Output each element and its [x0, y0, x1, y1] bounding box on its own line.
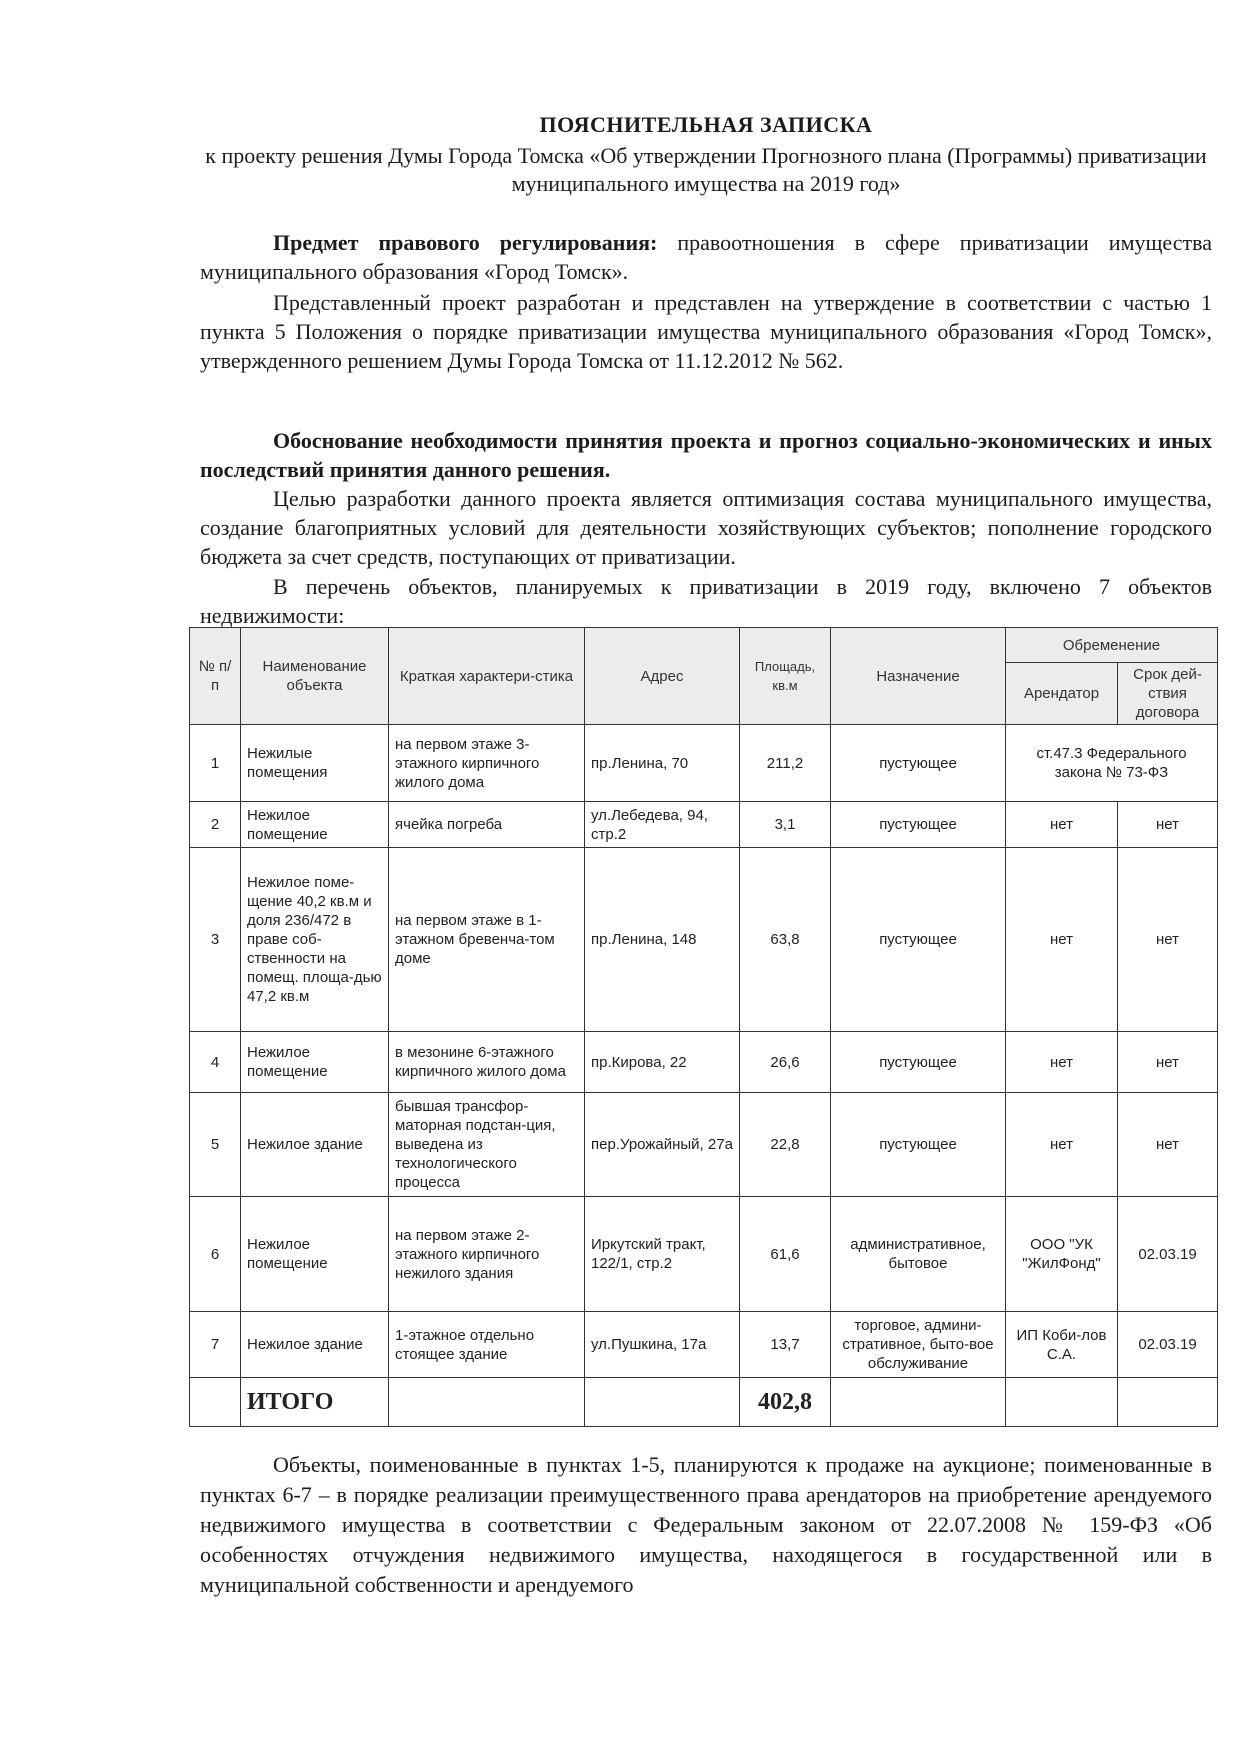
cell-desc: на первом этаже в 1-этажном бревенча-том доме: [389, 848, 585, 1032]
header-desc: Краткая характери-стика: [389, 628, 585, 725]
cell-num: 6: [190, 1197, 241, 1312]
empty-cell: [831, 1378, 1006, 1427]
cell-purpose: пустующее: [831, 848, 1006, 1032]
subject-text: правоотношения в сфере приватизации имущества муниципального образования «Город Томск».: [200, 230, 1212, 284]
table-row: [190, 1312, 1218, 1378]
cell-address: пр.Ленина, 70: [585, 725, 740, 802]
cell-tenant: нет: [1006, 802, 1118, 848]
cell-tenant: ООО "УК "ЖилФонд": [1006, 1197, 1118, 1312]
cell-name: Нежилое поме-щение 40,2 кв.м и доля 236/472 в праве соб-ственности на помещ. площа-дью 47,2 кв.м: [241, 848, 389, 1032]
cell-desc: 1-этажное отдельно стоящее здание: [389, 1312, 585, 1378]
cell-area: 3,1: [740, 802, 831, 848]
cell-term: нет: [1118, 1093, 1218, 1197]
cell-term: 02.03.19: [1118, 1197, 1218, 1312]
subject-heading: Предмет правового регулирования:: [273, 230, 658, 255]
cell-tenant: нет: [1006, 848, 1118, 1032]
cell-area: 211,2: [740, 725, 831, 802]
cell-encumbrance: ст.47.3 Федерального закона № 73-ФЗ: [1006, 725, 1218, 802]
paragraph-subject: [200, 228, 1212, 286]
header-name: Наименование объекта: [241, 628, 389, 725]
cell-num: 3: [190, 848, 241, 1032]
cell-purpose: административное, бытовое: [831, 1197, 1006, 1312]
empty-cell: [389, 1378, 585, 1427]
total-row: [190, 1378, 1218, 1427]
cell-address: пр.Ленина, 148: [585, 848, 740, 1032]
justification-heading-text: Обоснование необходимости принятия проекта и прогноз социально-экономических и иных последствий принятия данного решения.: [200, 428, 1212, 482]
table-row: [190, 1032, 1218, 1093]
cell-name: Нежилое помещение: [241, 1032, 389, 1093]
empty-cell: [1006, 1378, 1118, 1427]
cell-purpose: пустующее: [831, 725, 1006, 802]
cell-name: Нежилое здание: [241, 1312, 389, 1378]
cell-name: Нежилое помещение: [241, 1197, 389, 1312]
total-area: 402,8: [740, 1378, 831, 1427]
cell-area: 13,7: [740, 1312, 831, 1378]
cell-term: нет: [1118, 1032, 1218, 1093]
table-row: [190, 802, 1218, 848]
cell-purpose: пустующее: [831, 802, 1006, 848]
paragraph-sale-method: Объекты, поименованные в пунктах 1-5, планируются к продаже на аукционе; поименованные в пунктах 6-7 – в порядке реализации преимущественного права арендаторов на приобретение арендуемого недвижимого имущества в соответствии с Федеральным законом от 22.07.2008 № 159-ФЗ «Об особенностях отчуждения недвижимого имущества, находящегося в государственной или в муниципальной собственности и арендуемого: [200, 1452, 1212, 1597]
cell-purpose: пустующее: [831, 1032, 1006, 1093]
cell-tenant: нет: [1006, 1032, 1118, 1093]
empty-cell: [585, 1378, 740, 1427]
cell-num: 1: [190, 725, 241, 802]
cell-purpose: торговое, админи-стративное, быто-вое обслуживание: [831, 1312, 1006, 1378]
cell-num: 2: [190, 802, 241, 848]
cell-desc: на первом этаже 2-этажного кирпичного нежилого здания: [389, 1197, 585, 1312]
cell-address: ул.Пушкина, 17а: [585, 1312, 740, 1378]
document-title: ПОЯСНИТЕЛЬНАЯ ЗАПИСКА: [539, 112, 873, 137]
cell-term: нет: [1118, 802, 1218, 848]
table-row: [190, 725, 1218, 802]
table-row: [190, 1093, 1218, 1197]
cell-desc: на первом этаже 3-этажного кирпичного жилого дома: [389, 725, 585, 802]
justification-heading: [200, 426, 1212, 484]
empty-cell: [1118, 1378, 1218, 1427]
empty-cell: [190, 1378, 241, 1427]
cell-area: 61,6: [740, 1197, 831, 1312]
cell-area: 26,6: [740, 1032, 831, 1093]
cell-address: ул.Лебедева, 94, стр.2: [585, 802, 740, 848]
cell-desc: бывшая трансфор-маторная подстан-ция, выведена из технологического процесса: [389, 1093, 585, 1197]
header-term: Срок дей-ствия договора: [1118, 663, 1218, 725]
cell-name: Нежилое помещение: [241, 802, 389, 848]
cell-address: Иркутский тракт, 122/1, стр.2: [585, 1197, 740, 1312]
header-address: Адрес: [585, 628, 740, 725]
header-encumbrance: Обременение: [1006, 628, 1218, 663]
paragraph-list-intro: В перечень объектов, планируемых к приватизации в 2019 году, включено 7 объектов недвижимости:: [200, 574, 1212, 628]
header-num: № п/п: [190, 628, 241, 725]
table-row: [190, 848, 1218, 1032]
cell-num: 5: [190, 1093, 241, 1197]
document-subtitle: к проекту решения Думы Города Томска «Об утверждении Прогнозного плана (Программы) приватизации муниципального имущества на 2019 год»: [205, 143, 1207, 196]
cell-tenant: ИП Коби-лов С.А.: [1006, 1312, 1118, 1378]
cell-num: 4: [190, 1032, 241, 1093]
header-purpose: Назначение: [831, 628, 1006, 725]
cell-num: 7: [190, 1312, 241, 1378]
cell-name: Нежилые помещения: [241, 725, 389, 802]
cell-term: нет: [1118, 848, 1218, 1032]
cell-address: пер.Урожайный, 27а: [585, 1093, 740, 1197]
cell-term: 02.03.19: [1118, 1312, 1218, 1378]
cell-area: 63,8: [740, 848, 831, 1032]
cell-area: 22,8: [740, 1093, 831, 1197]
cell-desc: ячейка погреба: [389, 802, 585, 848]
header-tenant: Арендатор: [1006, 663, 1118, 725]
paragraph-goal: Целью разработки данного проекта является оптимизация состава муниципального имущества, создание благоприятных условий для деятельности хозяйствующих субъектов; пополнение городского бюджета за счет средств, поступающих от приватизации.: [200, 486, 1212, 569]
cell-tenant: нет: [1006, 1093, 1118, 1197]
header-area: Площадь, кв.м: [740, 628, 831, 725]
cell-name: Нежилое здание: [241, 1093, 389, 1197]
cell-purpose: пустующее: [831, 1093, 1006, 1197]
table-row: [190, 1197, 1218, 1312]
objects-table: [189, 627, 1218, 1427]
cell-address: пр.Кирова, 22: [585, 1032, 740, 1093]
paragraph-basis: Представленный проект разработан и представлен на утверждение в соответствии с частью 1 пункта 5 Положения о порядке приватизации имущества муниципального образования «Город Томск», утвержденного решением Думы Города Томска от 11.12.2012 № 562.: [200, 290, 1212, 373]
cell-desc: в мезонине 6-этажного кирпичного жилого дома: [389, 1032, 585, 1093]
total-label: ИТОГО: [241, 1378, 389, 1427]
